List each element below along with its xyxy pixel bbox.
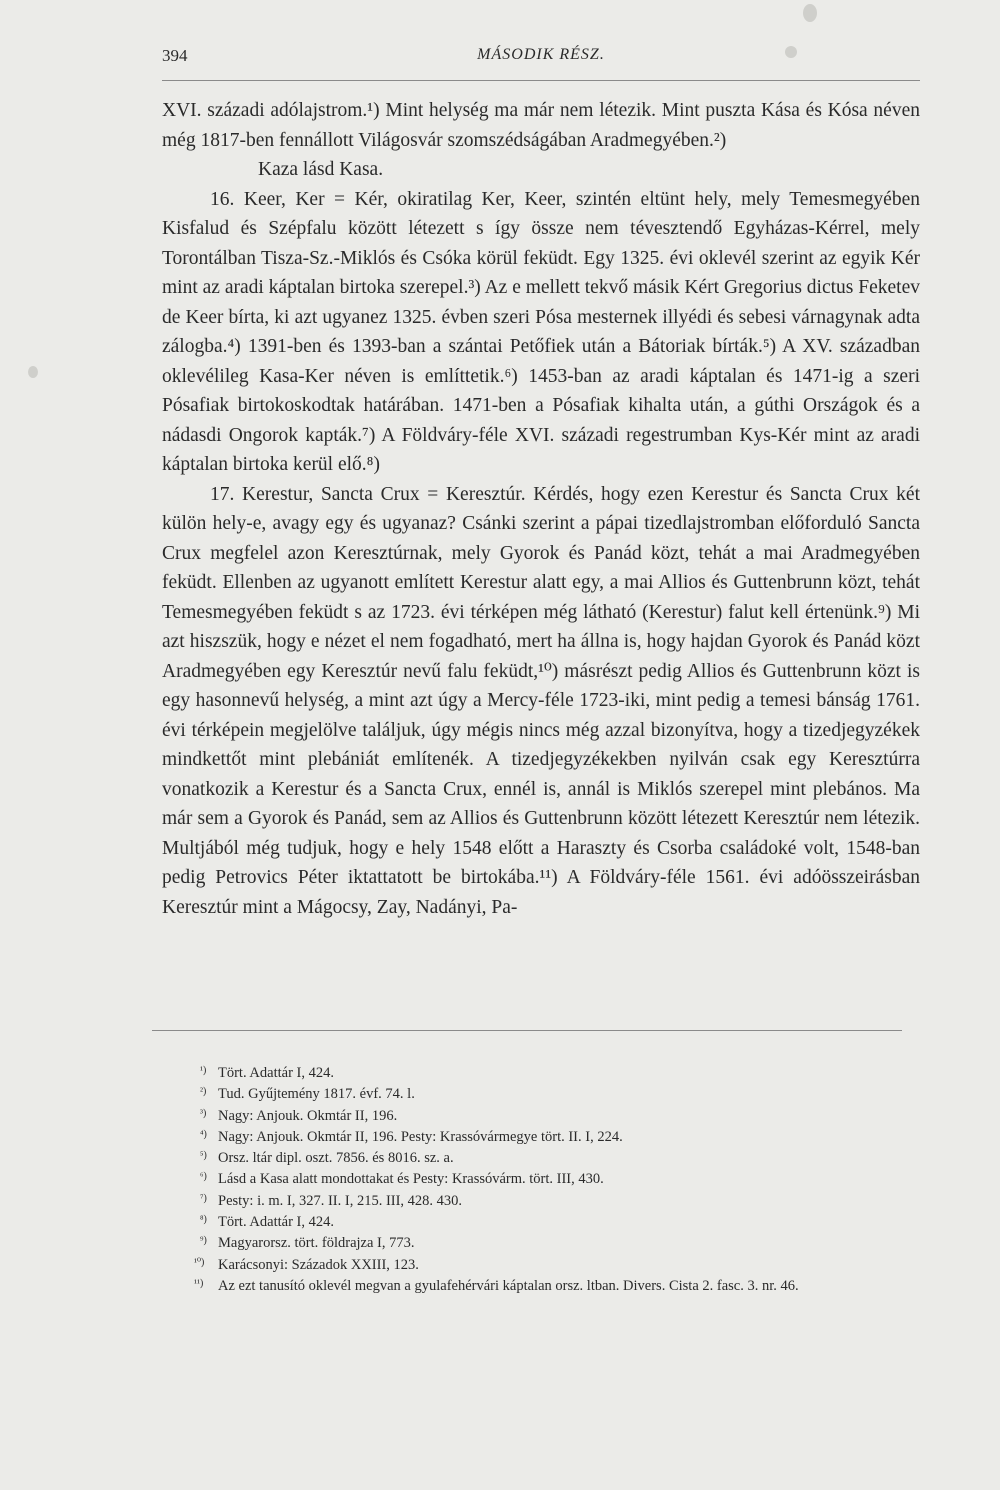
footnote-2: ²) Tud. Gyűjtemény 1817. évf. 74. l. [200,1086,415,1103]
page-header [162,46,920,72]
paragraph-kasa-end: XVI. századi adólajstrom.¹) Mint helység ma már nem létezik. Mint puszta Kása és Kósa néven még 1817-ben fennállott Világosvár szomszédságában Aradmegyében.²) [162,100,920,151]
entry-16-keer: 16. Keer, Ker = Kér, okiratilag Ker, Keer, szintén eltünt hely, mely Temesmegyében Kisfalud és Szépfalu között létezett s így össze nem tévesztendő Egyházas-Kérrel, mely Torontálban Tisza-Sz.-Miklós és Csóka körül feküdt. Egy 1325. évi oklevél szerint az egyik Kér mint az aradi káptalan birtoka szerepel.³) Az e mellett tekvő másik Kért Gregorius dictus Feketev de Keer bírta, ki azt ugyanez 1325. évben szeri Pósa mesternek illyédi és sebesi várnagynak adta zálogba.⁴) 1391-ben és 1393-ban a szántai Petőfiek után a Bátoriak bírták.⁵) A XV. században oklevélileg Kasa-Ker néven is említtetik.⁶) 1453-ban az aradi káptalan és 1471-ig a szeri Pósafiak birtokoskodtak határában. 1471-ben a Pósafiak kihalta után, a gúthi Országok és a nádasdi Ongorok kapták.⁷) A Földváry-féle XVI. századi regestrumban Kys-Kér mint az aradi káptalan birtoka kerül elő.⁸) [162,188,920,475]
entry-17-kerestur: 17. Kerestur, Sancta Crux = Keresztúr. Kérdés, hogy ezen Kerestur és Sancta Crux két külön hely-e, avagy egy és ugyanaz? Csánki szerint a pápai tizedlajstromban előforduló Sancta Crux megfelel azon Keresztúrnak, mely Gyorok és Panád közt, tehát a mai Aradmegyében feküdt. Ellenben az ugyanott említett Kerestur alatt egy, a mai Allios és Guttenbrunn közt, tehát Temesmegyében feküdt s az 1723. évi térképen még látható (Kerestur) falut kell értenünk.⁹) Mi azt hiszszük, hogy e nézet el nem fogadható, mert ha állna is, hogy hajdan Gyorok és Panád közt Aradmegyében egy Keresztúr nevű falu feküdt,¹⁰) másrészt pedig Allios és Guttenbrunn közt is egy hasonnevű helység, a mint azt úgy a Mercy-féle 1723-iki, mint pedig a temesi bánság 1761. évi térképein megjelölve találjuk, úgy mégis nincs még azzal bizonyítva, hogy a tizedjegyzékek mindkettőt mint plebániát említenék. A tizedjegyzékekben nyilván csak egy Keresztúrra vonatkozik a Kerestur és a Sancta Crux, ennél is, annál is Miklós szerepel mint plebános. Ma már sem a Gyorok és Panád, sem az Allios és Guttenbrunn között létezett Keresztúr nem létezik. Multjából még tudjuk, hogy e hely 1548 előtt a Haraszty és Csorba családoké volt, 1548-ban pedig Petrovics Péter iktattatott be birtokába.¹¹) A Földváry-féle 1561. évi adóösszeirásban Keresztúr mint a Mágocsy, Zay, Nadányi, Pa- [162,483,920,918]
paper-stain [803,4,817,22]
footnote-rule [152,1030,902,1031]
main-text [162,96,920,922]
paper-stain [28,366,38,378]
footnote-4: ⁴) Nagy: Anjouk. Okmtár II, 196. Pesty: Krassóvármegye tört. II. I, 224. [200,1128,623,1145]
footnote-11: ¹¹) Az ezt tanusító oklevél megvan a gyulafehérvári káptalan orsz. ltban. Divers. Cista 2. fasc. 3. nr. 46. [194,1277,799,1294]
footnote-7: ⁷) Pesty: i. m. I, 327. II. I, 215. III, 428. 430. [200,1192,463,1209]
footnote-10: ¹⁰) Karácsonyi: Századok XXIII, 123. [194,1256,419,1273]
running-title: MÁSODIK RÉSZ. [477,46,605,63]
header-rule [162,80,920,81]
footnote-8: ⁸) Tört. Adattár I, 424. [200,1214,334,1231]
footnote-5: ⁵) Orsz. ltár dipl. oszt. 7856. és 8016. sz. a. [200,1150,454,1167]
footnote-1: ¹) Tört. Adattár I, 424. [200,1065,334,1081]
footnotes [162,1063,902,1297]
footnote-9: ⁹) Magyarorsz. tört. földrajza I, 773. [200,1235,415,1252]
footnote-3: ³) Nagy: Anjouk. Okmtár II, 196. [200,1107,398,1124]
cross-reference-kaza: Kaza lásd Kasa. [258,159,384,180]
footnote-6: ⁶) Lásd a Kasa alatt mondottakat és Pesty: Krassóvárm. tört. III, 430. [200,1171,604,1188]
page-number: 394 [162,46,188,65]
